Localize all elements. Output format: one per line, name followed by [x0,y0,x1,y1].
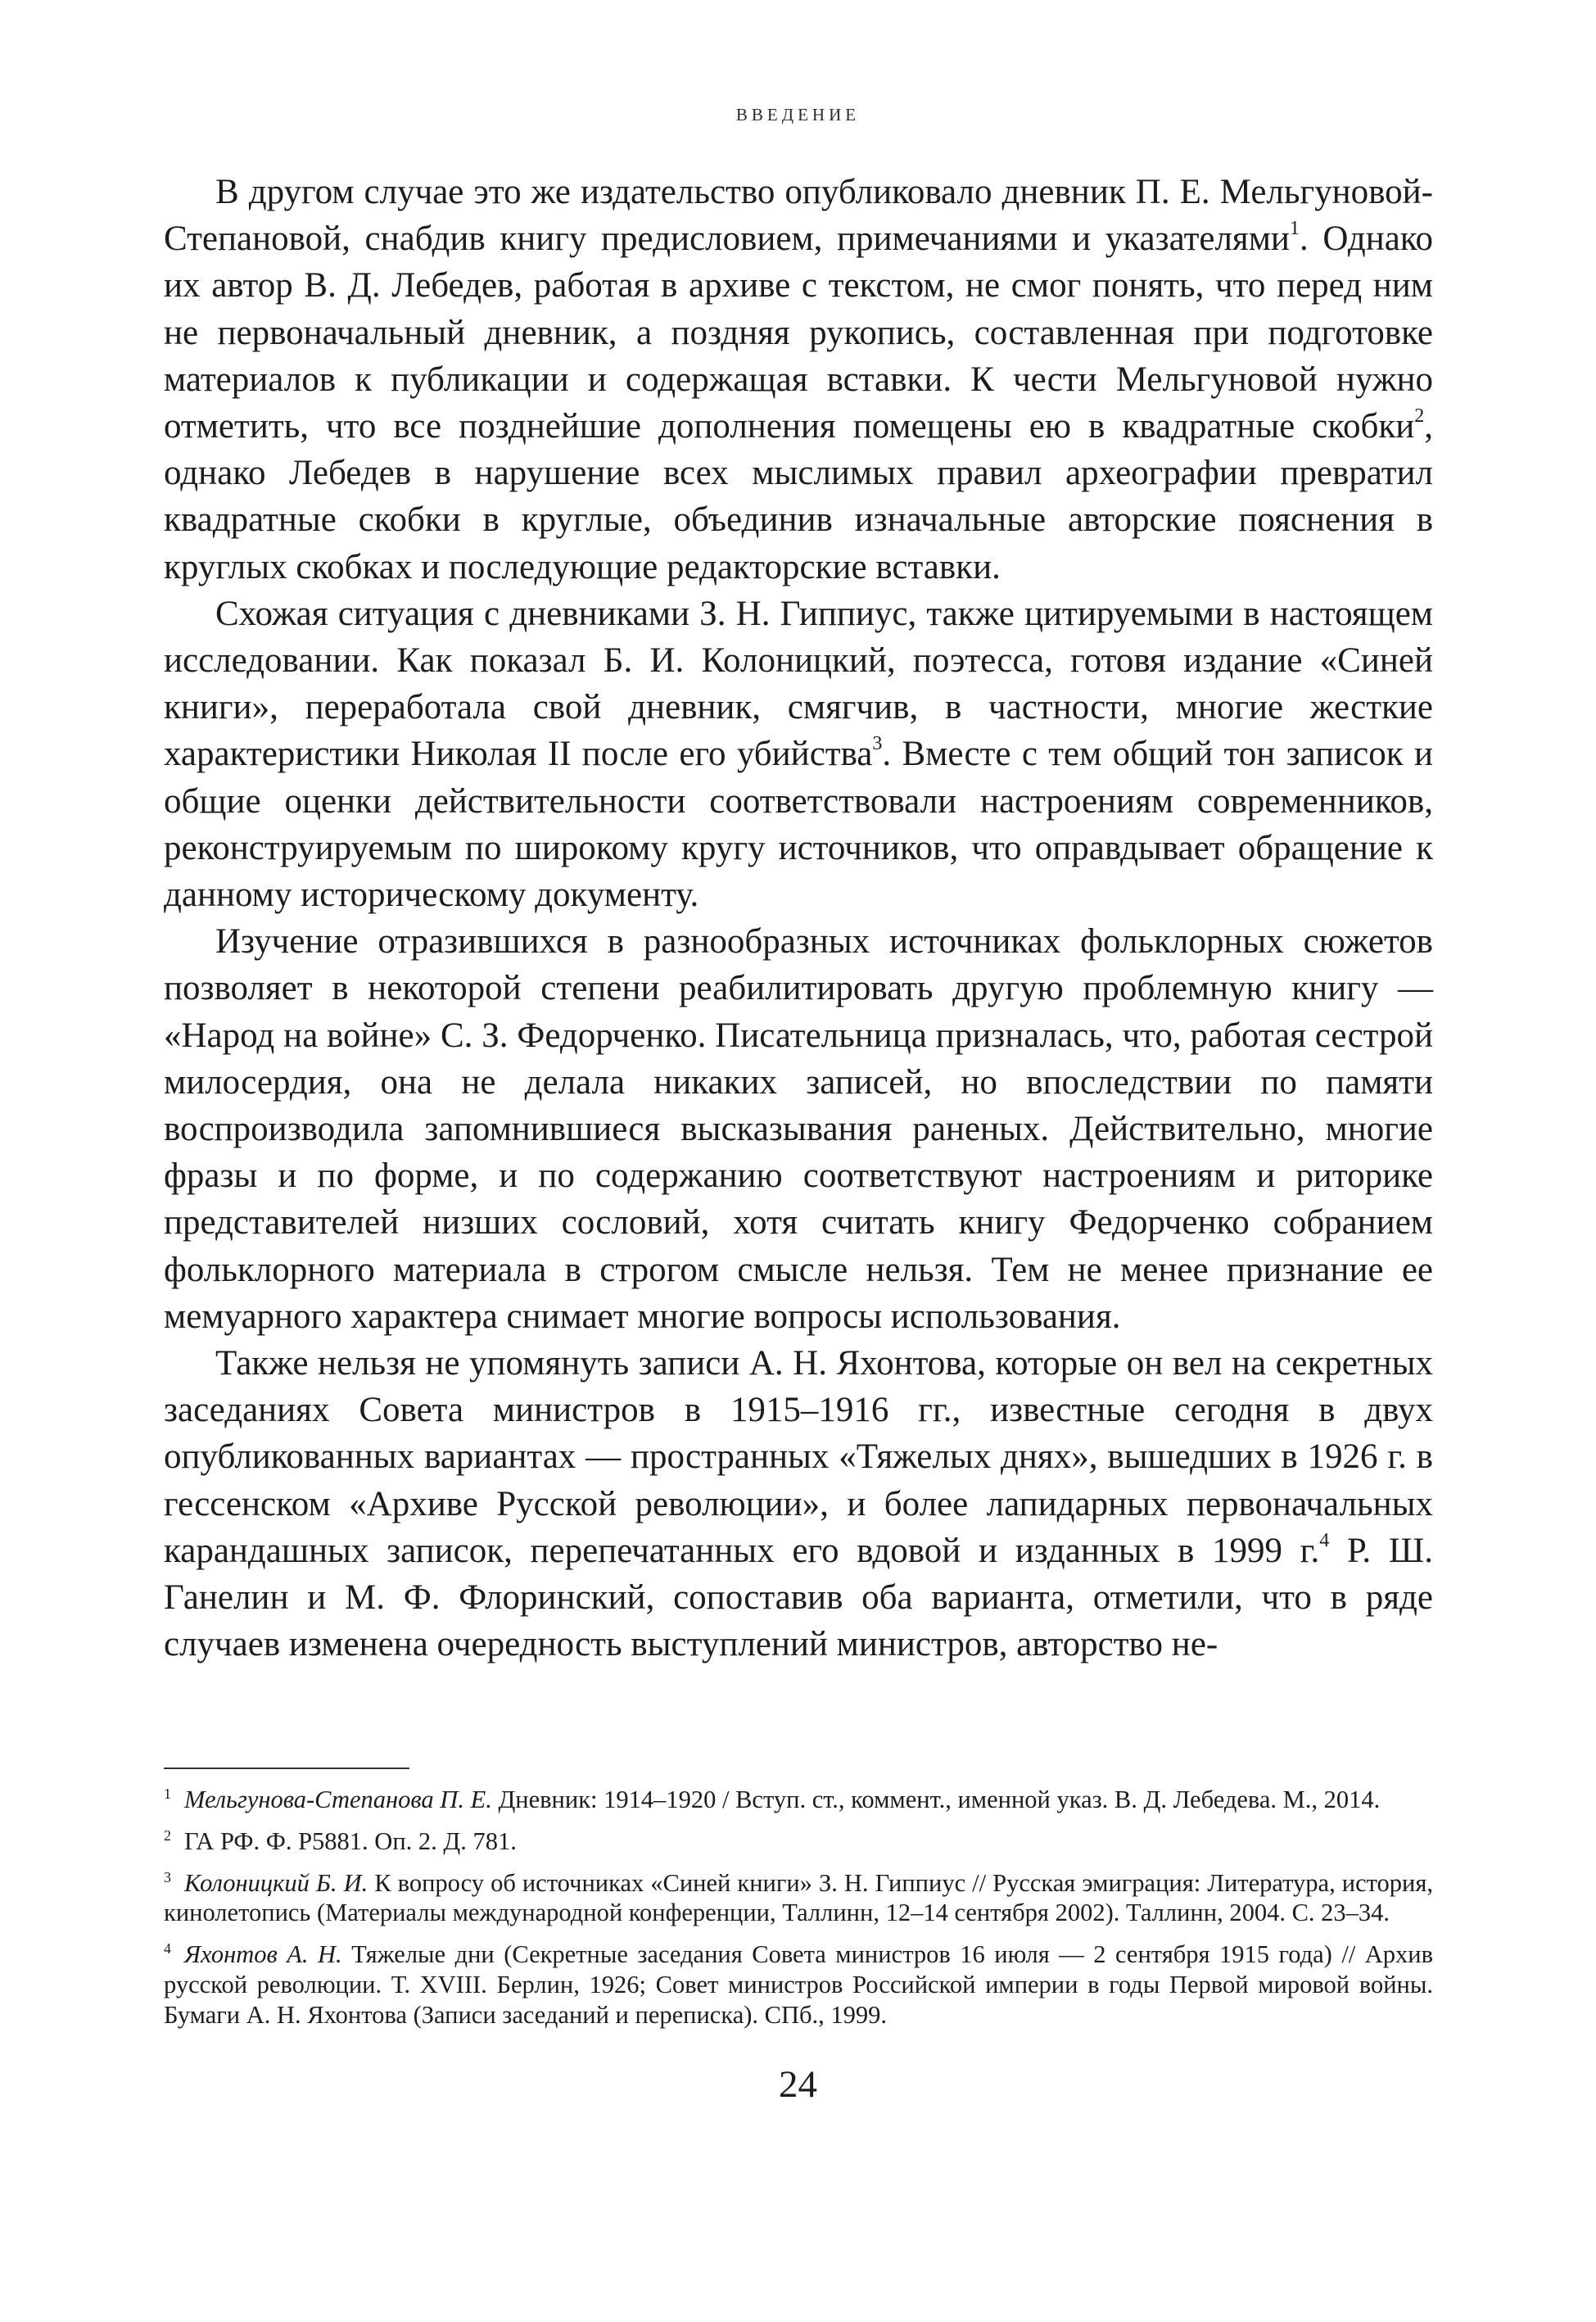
footnote-divider [164,1768,409,1769]
footnotes [164,1779,1433,2036]
footnote-number: 3 [164,1868,171,1885]
body-text [164,169,1433,1668]
running-head: ВВЕДЕНИЕ [735,105,861,124]
page-number: 24 [779,2063,817,2106]
paragraph-text: , однако Лебедев в нарушение всех мыслимых правил археографии превратил квадратные скобки в круглые, объединив изначальные авторские пояснения в круглых скобках и последующие редакторские вставки. [164,407,1433,586]
paragraph-text: . Вместе с тем общий тон записок и общие оценки действительности соответствовали настроениям современников, реконструируемым по широкому кругу источников, что оправдывает обращение к данному историческому документу. [164,735,1433,915]
footnote-author: Колоницкий Б. И. [184,1868,368,1897]
footnote-text: Дневник: 1914–1920 / Вступ. ст., коммент., именной указ. В. Д. Лебедева. М., 2014. [498,1785,1381,1813]
footnote-number: 2 [164,1826,171,1844]
footnote-number: 4 [164,1940,171,1958]
footnote-ref: 4 [1319,1529,1330,1551]
footnote-ref: 3 [872,733,883,755]
footnote-author: Яхонтов А. Н. [184,1940,342,1969]
footnote-author: Мельгунова-Степанова П. Е. [184,1785,492,1813]
paragraph-text: Также нельзя не упомянуть записи А. Н. Яхонтова, которые он вел на секретных заседаниях Совета министров в 1915–1916 гг., известные сегодня в двух опубликованных вариантах — пространных «Тяжелых днях», вышедших в 1926 г. в гессенском «Архиве Русской революции», и более лапидарных первоначальных карандашных записок, перепечатанных его вдовой и изданных в 1999 г. [164,1344,1433,1570]
footnote-4 [164,1934,1433,2030]
paragraph-text: Р. Ш. Ганелин и М. Ф. Флоринский, сопоставив оба варианта, отметили, что в ряде случаев изменена очередность выступлений министров, авторство не- [164,1531,1433,1664]
paragraph-1 [164,169,1433,591]
footnote-text: ГА РФ. Ф. Р5881. Оп. 2. Д. 781. [184,1826,517,1855]
paragraph-text: Схожая ситуация с дневниками З. Н. Гиппиус, также цитируемыми в настоящем исследовании. Как показал Б. И. Колоницкий, поэтесса, готовя издание «Синей книги», переработала свой дневник, смягчив, в частности, многие жесткие характеристики Николая II после его убийства [164,594,1433,774]
paragraph-2 [164,591,1433,918]
footnote-ref: 2 [1414,405,1425,427]
paragraph-text: Изучение отразившихся в разнообразных источниках фольклорных сюжетов позволяет в некоторой степени реабилитировать другую проблемную книгу — «Народ на войне» С. З. Федорченко. Писательница призналась, что, работая сестрой милосердия, она не делала никаких записей, но впоследствии по памяти воспроизводила запомнившиеся высказывания раненых. Действительно, многие фразы и по форме, и по содержанию соответствуют настроениям и риторике представителей низших сословий, хотя считать книгу Федорченко собранием фольклорного материала в строгом смысле нельзя. Тем не менее признание ее мемуарного характера снимает многие вопросы использования. [164,922,1433,1336]
paragraph-text: . Однако их автор В. Д. Лебедев, работая в архиве с текстом, не смог понять, что перед ним не первоначальный дневник, а поздняя рукопись, составленная при подготовке материалов к публикации и содержащая вставки. К чести Мельгуновой нужно отметить, что все позднейшие дополнения помещены ею в квадратные скобки [164,220,1434,446]
paragraph-text: В другом случае это же издательство опубликовало дневник П. Е. Мельгуновой-Степановой, снабдив книгу предисловием, примечаниями и указателями [164,173,1433,259]
paragraph-3 [164,918,1433,1340]
footnote-3 [164,1863,1433,1929]
paragraph-4 [164,1340,1433,1668]
footnote-number: 1 [164,1786,171,1802]
footnote-2 [164,1821,1433,1857]
footnote-text: Тяжелые дни (Секретные заседания Совета министров 16 июля — 2 сентября 1915 года) // Архив русской революции. Т. XVIII. Берлин, 1926; Совет министров Российской империи в годы Первой мировой войны. Бумаги А. Н. Яхонтова (Записи заседаний и переписка). СПб., 1999. [164,1940,1434,2030]
footnote-1 [164,1779,1433,1815]
footnote-text: К вопросу об источниках «Синей книги» З. Н. Гиппиус // Русская эмиграция: Литература, история, кинолетопись (Материалы международной конференции, Таллинн, 12–14 сентября 2002). Таллинн, 2004. С. 23–34. [164,1868,1434,1927]
footnote-ref: 1 [1289,218,1300,240]
